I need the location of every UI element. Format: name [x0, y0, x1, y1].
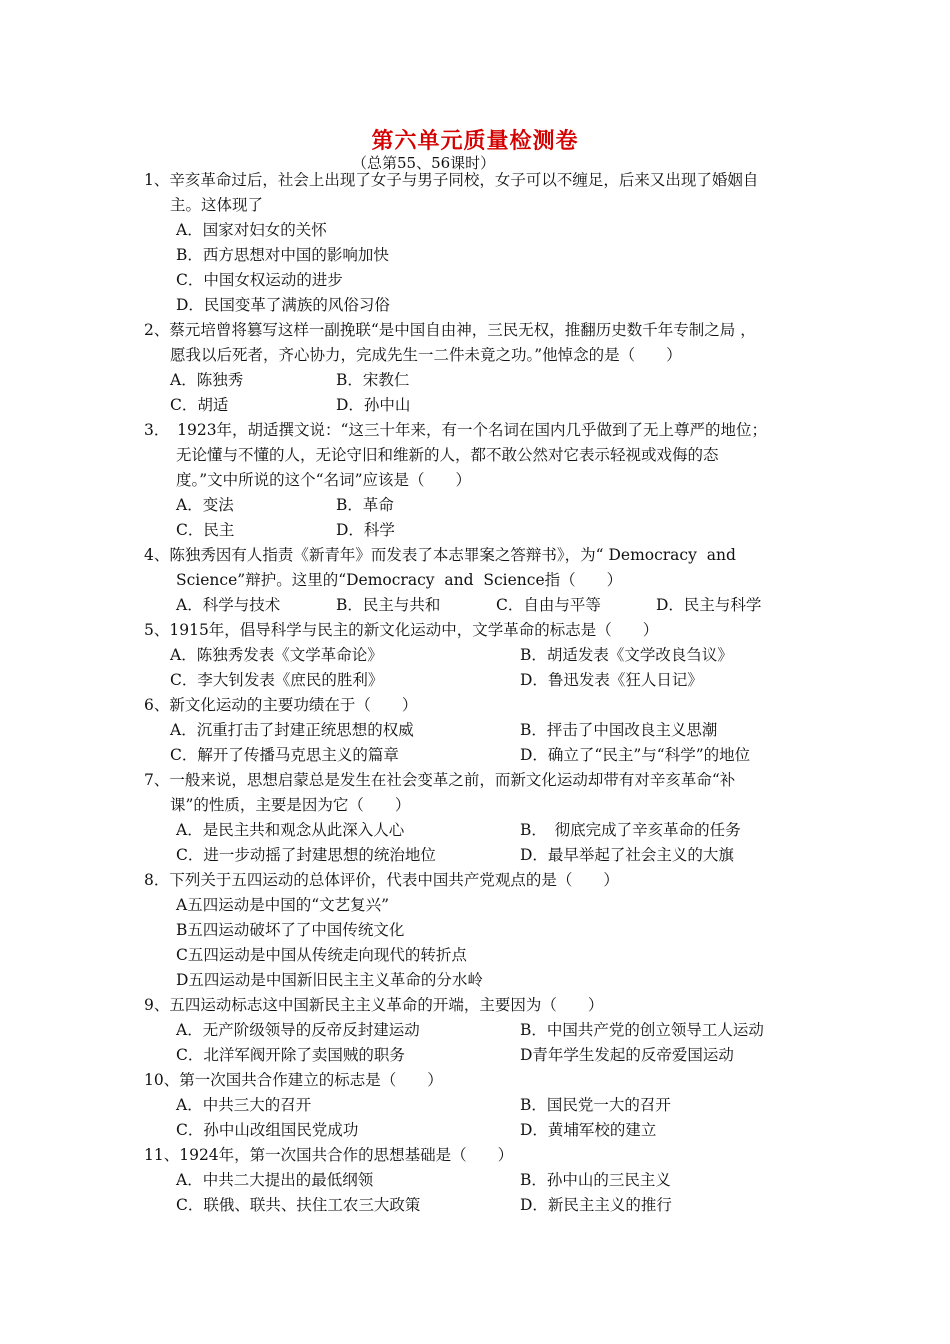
text-line: C．联俄、联共、扶住工农三大政策 — [176, 1196, 421, 1214]
text-line: B．革命 — [336, 496, 394, 514]
text-line: A．沉重打击了封建正统思想的权威 — [170, 721, 414, 739]
text-line: A五四运动是中国的“文艺复兴” — [176, 896, 390, 914]
text-line: B．抨击了中国改良主义思潮 — [520, 721, 718, 739]
text-line: C．北洋军阀开除了卖国贼的职务 — [176, 1046, 405, 1064]
text-line: Science”辩护。这里的“Democracy and Science指（ ） — [176, 571, 623, 589]
text-line: A．是民主共和观念从此深入人心 — [176, 821, 405, 839]
text-line: D．新民主主义的推行 — [520, 1196, 672, 1214]
text-line: 3． 1923年，胡适撰文说：“这三十年来，有一个名词在国内几乎做到了无上尊严的地位； — [144, 421, 767, 439]
text-line: B．国民党一大的召开 — [520, 1096, 671, 1114]
text-line: 10、第一次国共合作建立的标志是（ ） — [144, 1071, 443, 1089]
text-line: 9、五四运动标志这中国新民主主义革命的开端，主要因为（ ） — [144, 996, 604, 1014]
text-line: D．黄埔军校的建立 — [520, 1121, 657, 1139]
text-line: C．民主 — [176, 521, 235, 539]
text-line: C．中国女权运动的进步 — [176, 271, 343, 289]
text-line: 2、蔡元培曾将篡写这样一副挽联“是中国自由神，三民无权，推翻历史数千年专制之局 ， — [144, 321, 756, 339]
text-line: C．胡适 — [170, 396, 229, 414]
text-line: B五四运动破坏了了中国传统文化 — [176, 921, 405, 939]
text-line: A．变法 — [176, 496, 234, 514]
page-title: 第六单元质量检测卷 — [371, 128, 579, 154]
text-line: B．中国共产党的创立领导工人运动 — [520, 1021, 764, 1039]
text-line: D．科学 — [336, 521, 395, 539]
page-subtitle: （总第55、56课时） — [352, 154, 496, 172]
text-line: D．最早举起了社会主义的大旗 — [520, 846, 734, 864]
text-line: 8．下列关于五四运动的总体评价，代表中国共产党观点的是（ ） — [144, 871, 619, 889]
text-line: D．鲁迅发表《狂人日记》 — [520, 671, 703, 689]
text-line: B． 彻底完成了辛亥革命的任务 — [520, 821, 741, 839]
text-line: 7、一般来说，思想启蒙总是发生在社会变革之前，而新文化运动却带有对辛亥革命“补 — [144, 771, 736, 789]
text-line: 4、陈独秀因有人指责《新青年》而发表了本志罪案之答辩书》，为“ Democracy and — [144, 546, 736, 564]
text-line: D．民国变革了满族的风俗习俗 — [176, 296, 390, 314]
text-line: D青年学生发起的反帝爱国运动 — [520, 1046, 734, 1064]
text-line: 6、新文化运动的主要功绩在于（ ） — [144, 696, 418, 714]
text-line: 愿我以后死者，齐心协力，完成先生一二件未竟之功。”他悼念的是（ ） — [170, 346, 682, 364]
text-line: 5、1915年，倡导科学与民主的新文化运动中，文学革命的标志是（ ） — [144, 621, 659, 639]
text-line: C．李大钊发表《庶民的胜利》 — [170, 671, 384, 689]
text-line: B．孙中山的三民主义 — [520, 1171, 671, 1189]
text-line: D．民主与科学 — [656, 596, 762, 614]
text-line: A．中共二大提出的最低纲领 — [176, 1171, 374, 1189]
text-line: D．孙中山 — [336, 396, 411, 414]
text-line: C．解开了传播马克思主义的篇章 — [170, 746, 399, 764]
text-line: B．西方思想对中国的影响加快 — [176, 246, 389, 264]
text-line: 度。”文中所说的这个“名词”应该是（ ） — [176, 471, 472, 489]
text-line: A．陈独秀发表《文学革命论》 — [170, 646, 383, 664]
text-line: A．国家对妇女的关怀 — [176, 221, 327, 239]
text-line: A．中共三大的召开 — [176, 1096, 312, 1114]
text-line: B．胡适发表《文学改良刍议》 — [520, 646, 733, 664]
text-line: D五四运动是中国新旧民主主义革命的分水岭 — [176, 971, 483, 989]
text-line: C．进一步动摇了封建思想的统治地位 — [176, 846, 436, 864]
text-line: 1、辛亥革命过后，社会上出现了女子与男子同校，女子可以不缠足，后来又出现了婚姻自 — [144, 171, 759, 189]
text-line: C．孙中山改组国民党成功 — [176, 1121, 359, 1139]
text-line: D．确立了“民主”与“科学”的地位 — [520, 746, 751, 764]
text-line: A．陈独秀 — [170, 371, 244, 389]
text-line: A．无产阶级领导的反帝反封建运动 — [176, 1021, 420, 1039]
text-line: B．宋教仁 — [336, 371, 410, 389]
text-line: C五四运动是中国从传统走向现代的转折点 — [176, 946, 467, 964]
text-line: 课”的性质，主要是因为它（ ） — [170, 796, 411, 814]
text-line: C．自由与平等 — [496, 596, 601, 614]
text-line: 主。这体现了 — [170, 196, 264, 214]
text-line: 无论懂与不懂的人，无论守旧和维新的人，都不敢公然对它表示轻视或戏侮的态 — [176, 446, 719, 464]
text-line: A．科学与技术 — [176, 596, 281, 614]
text-line: B．民主与共和 — [336, 596, 441, 614]
text-line: 11、1924年，第一次国共合作的思想基础是（ ） — [144, 1146, 514, 1164]
